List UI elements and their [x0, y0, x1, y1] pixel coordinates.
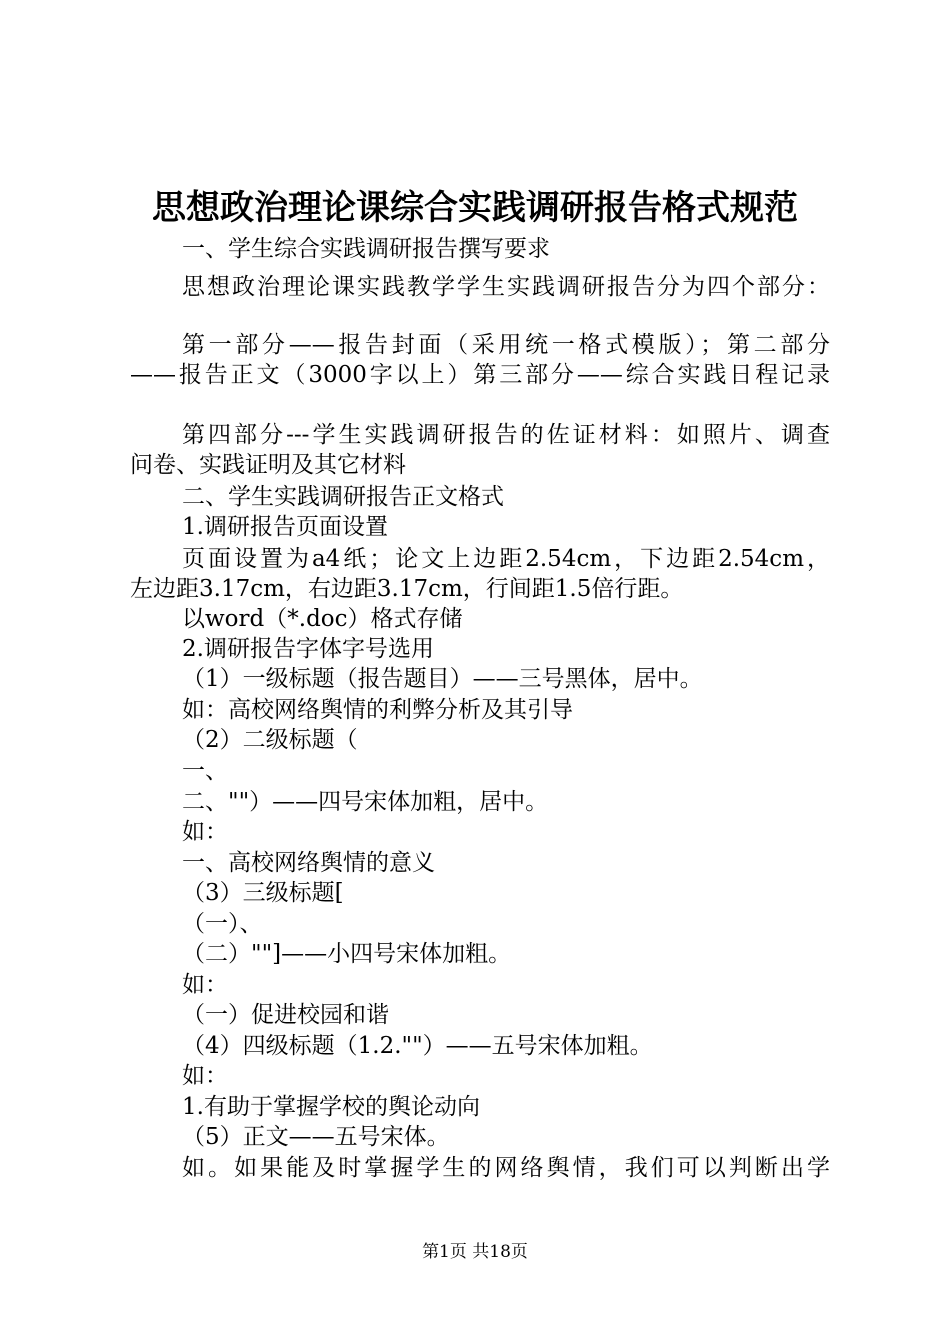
page-number-footer: 第1页 共18页: [422, 1242, 528, 1262]
text-line: 如：: [182, 819, 228, 845]
text-line: 一、高校网络舆情的意义: [182, 850, 435, 876]
text-line: 1.有助于掌握学校的舆论动向: [182, 1094, 480, 1120]
text-line: 思想政治理论课实践教学学生实践调研报告分为四个部分：: [182, 274, 830, 300]
text-line: 左边距3.17cm，右边距3.17cm，行间距1.5倍行距。: [130, 576, 684, 602]
text-line: 第四部分---学生实践调研报告的佐证材料：如照片、调查: [182, 422, 830, 448]
text-line: 如：高校网络舆情的利弊分析及其引导: [182, 697, 573, 723]
text-line: （二）""]——小四号宋体加粗。: [182, 941, 512, 967]
text-line: 如：: [182, 972, 228, 998]
text-line: ——报告正文（3000字以上）第三部分——综合实践日程记录: [130, 362, 830, 388]
text-line: 问卷、实践证明及其它材料: [130, 452, 406, 478]
text-line: （一）促进校园和谐: [182, 1002, 389, 1028]
text-line: 一、学生综合实践调研报告撰写要求: [182, 236, 550, 262]
text-line: 二、""）——四号宋体加粗，居中。: [182, 789, 549, 815]
text-line: 二、学生实践调研报告正文格式: [182, 484, 504, 510]
text-line: 一、: [182, 758, 228, 784]
text-line: 如：: [182, 1063, 228, 1089]
text-line: （1）一级标题（报告题目）——三号黑体，居中。: [182, 666, 703, 692]
text-line: （一）、: [182, 911, 263, 937]
text-line: （3）三级标题[: [182, 880, 344, 906]
text-line: 页面设置为a4纸；论文上边距2.54cm，下边距2.54cm，: [182, 546, 830, 572]
text-line: （4）四级标题（1.2.""）——五号宋体加粗。: [182, 1033, 653, 1059]
text-line: （5）正文——五号宋体。: [182, 1124, 450, 1150]
text-line: 以word（*.doc）格式存储: [182, 606, 463, 632]
text-line: （2）二级标题（: [182, 727, 358, 753]
text-line: 1.调研报告页面设置: [182, 514, 388, 540]
text-line: 如。如果能及时掌握学生的网络舆情，我们可以判断出学: [182, 1155, 830, 1181]
text-line: 第一部分——报告封面（采用统一格式模版）；第二部分: [182, 332, 830, 358]
text-line: 2.调研报告字体字号选用: [182, 636, 434, 662]
document-title: 思想政治理论课综合实践调研报告格式规范: [152, 188, 798, 228]
